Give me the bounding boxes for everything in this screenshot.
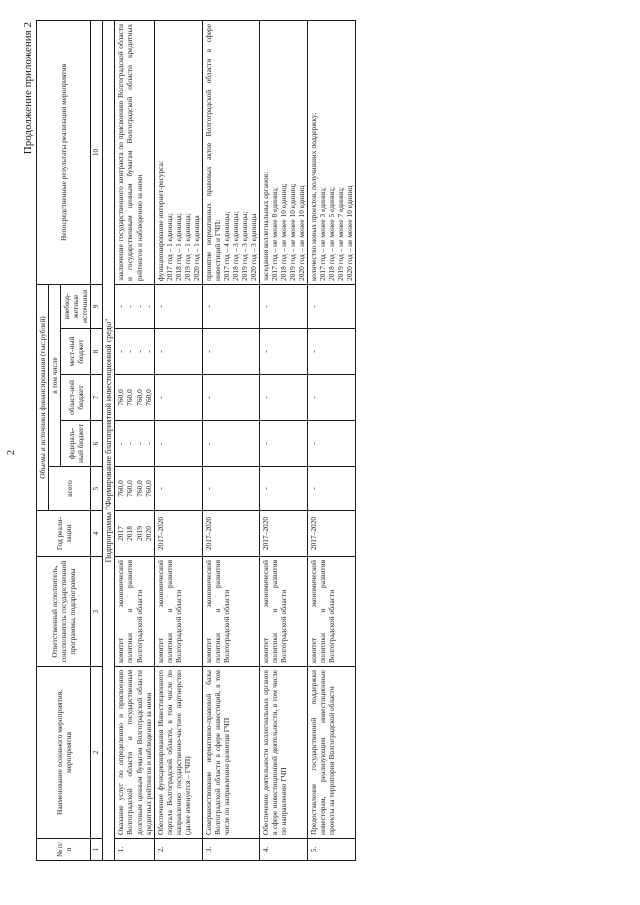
funding-federal: - bbox=[125, 442, 135, 445]
funding-federal-cell bbox=[259, 421, 307, 467]
header-federal: федераль-ный бюджет bbox=[61, 421, 91, 467]
col-num: 3 bbox=[91, 557, 103, 667]
table-body bbox=[102, 20, 356, 860]
responsible-executor: комитет экономической политики и развития Волгоградской области bbox=[154, 557, 202, 667]
result-line: заседания коллегиальных органов: bbox=[260, 171, 270, 281]
result-line: заключение государственного контракта по присвоению Волгоградской области и государственным ценным бумагам Волгоградской области кредитных рейтингов и наблюдению за ними bbox=[116, 23, 144, 281]
direct-results bbox=[154, 20, 202, 284]
result-line: 2018 год – не менее 10 единиц; bbox=[278, 183, 288, 281]
implementation-year: 2017 bbox=[116, 526, 126, 541]
activity-name: Совершенствование нормативно-правовой базы Волгоградской области в сфере инвестиций, в том числе по направлению развития ГЧП bbox=[202, 667, 259, 839]
funding-total-cell bbox=[154, 467, 202, 511]
funding-total-cell bbox=[308, 467, 356, 511]
funding-regional: 760,0 bbox=[125, 389, 135, 406]
direct-results bbox=[202, 20, 259, 284]
funding-regional: 760,0 bbox=[143, 389, 153, 406]
funding-offbudget-cell bbox=[259, 284, 307, 328]
direct-results bbox=[308, 20, 356, 284]
funding-local: - bbox=[203, 350, 213, 353]
col-num: 6 bbox=[91, 421, 103, 467]
funding-offbudget: - bbox=[260, 305, 270, 308]
result-line: 2018 год – 1 единица; bbox=[173, 213, 183, 281]
funding-total-cell bbox=[202, 467, 259, 511]
activity-name: Оказание услуг по определению и присвоению Волгоградской области и государственным долговым ценным бумагам Волгоградской области кредитных рейтингов и наблюдению за ними bbox=[115, 667, 154, 839]
funding-total-cell bbox=[115, 467, 154, 511]
row-number: 4. bbox=[259, 839, 307, 861]
result-line: 2017 год – не менее 8 единиц; bbox=[269, 187, 279, 281]
funding-offbudget-cell bbox=[308, 284, 356, 328]
header-year: Год реали-зации bbox=[37, 511, 91, 557]
activity-name: Обеспечение функционирования Инвестиционного портала Волгоградской области, в том числе по направлению государственно-частное партнерство (далее именуется – ГЧП) bbox=[154, 667, 202, 839]
table-row bbox=[154, 20, 202, 860]
funding-local-cell bbox=[308, 329, 356, 375]
funding-local: - bbox=[125, 350, 135, 353]
funding-total: 760,0 bbox=[125, 480, 135, 497]
page-number: 2 bbox=[6, 450, 17, 455]
appendix-label: Продолжение приложения 2 bbox=[22, 22, 34, 155]
col-num: 7 bbox=[91, 375, 103, 421]
result-line: 2017 год – 1 единица; bbox=[164, 213, 174, 281]
header-responsible: Ответственный исполнитель, соисполнитель государственной программы, подпрограммы bbox=[37, 557, 91, 667]
col-num: 8 bbox=[91, 329, 103, 375]
result-line: 2020 год – не менее 10 единиц bbox=[345, 185, 355, 281]
result-line: количество новых проектов, получивших поддержку: bbox=[309, 112, 319, 281]
funding-offbudget: - bbox=[116, 305, 126, 308]
responsible-executor: комитет экономической политики и развития Волгоградской области bbox=[259, 557, 307, 667]
funding-regional: - bbox=[155, 396, 165, 399]
funding-local-cell bbox=[115, 329, 154, 375]
responsible-executor: комитет экономической политики и развития Волгоградской области bbox=[202, 557, 259, 667]
implementation-year: 2018 bbox=[125, 526, 135, 541]
funding-total: - bbox=[203, 487, 213, 490]
direct-results bbox=[115, 20, 154, 284]
implementation-year: 2017–2020 bbox=[155, 516, 165, 551]
header-funding: Объемы и источники финансирования (тыс.рублей) bbox=[37, 284, 49, 510]
table-row bbox=[259, 20, 307, 860]
program-activities-table bbox=[36, 20, 356, 861]
col-num: 9 bbox=[91, 284, 103, 328]
col-num: 4 bbox=[91, 511, 103, 557]
activity-name: Предоставление государственной поддержки инвесторам, реализующим инвестиционные проекты на территории Волгоградской области bbox=[308, 667, 356, 839]
funding-federal-cell bbox=[202, 421, 259, 467]
col-num: 1 bbox=[91, 839, 103, 861]
funding-local: - bbox=[309, 350, 319, 353]
subprogram-title: Подпрограмма "Формирование благоприятной инвестиционной среды" bbox=[102, 20, 115, 860]
funding-federal: - bbox=[155, 442, 165, 445]
header-results: Непосредственные результаты реализации мероприятия bbox=[37, 20, 91, 284]
result-line: 2019 год – не менее 10 единиц; bbox=[288, 183, 297, 281]
implementation-year: 2017–2020 bbox=[260, 516, 270, 551]
funding-total: 760,0 bbox=[143, 480, 153, 497]
result-line: 2020 год – не менее 10 единиц bbox=[297, 185, 307, 281]
row-number: 5. bbox=[308, 839, 356, 861]
result-line: 2019 год – 1 единица; bbox=[182, 213, 192, 281]
subprogram-title-row bbox=[102, 20, 115, 860]
result-line: принятие нормативных правовых актов Волгоградской области в сфере инвестиций и ГЧП: bbox=[203, 23, 222, 281]
row-number: 1. bbox=[115, 839, 154, 861]
funding-total: 760,0 bbox=[134, 480, 144, 497]
funding-total-cell bbox=[259, 467, 307, 511]
header-total: всего bbox=[49, 467, 91, 511]
result-line: функционирование интернет-ресурса: bbox=[155, 161, 165, 281]
funding-total: - bbox=[155, 487, 165, 490]
funding-regional-cell bbox=[154, 375, 202, 421]
table-row bbox=[202, 20, 259, 860]
funding-regional-cell bbox=[308, 375, 356, 421]
funding-regional: - bbox=[260, 396, 270, 399]
row-number: 3. bbox=[202, 839, 259, 861]
implementation-year: 2017–2020 bbox=[309, 516, 319, 551]
funding-offbudget-cell bbox=[115, 284, 154, 328]
funding-offbudget-cell bbox=[202, 284, 259, 328]
result-line: 2018 год – 3 единицы; bbox=[230, 211, 240, 281]
header-no: № п/п bbox=[37, 839, 91, 861]
implementation-year-cell bbox=[115, 511, 154, 557]
implementation-year-cell bbox=[308, 511, 356, 557]
implementation-year: 2017–2020 bbox=[203, 516, 213, 551]
implementation-year-cell bbox=[202, 511, 259, 557]
funding-local: - bbox=[155, 350, 165, 353]
col-num: 5 bbox=[91, 467, 103, 511]
funding-federal: - bbox=[309, 442, 319, 445]
funding-local-cell bbox=[202, 329, 259, 375]
funding-federal: - bbox=[116, 442, 126, 445]
header-regional: област-ной бюджет bbox=[61, 375, 91, 421]
result-line: 2020 год – 3 единицы bbox=[248, 213, 258, 281]
implementation-year-cell bbox=[154, 511, 202, 557]
funding-total: - bbox=[309, 487, 319, 490]
row-number: 2. bbox=[154, 839, 202, 861]
funding-federal-cell bbox=[308, 421, 356, 467]
funding-offbudget: - bbox=[143, 305, 153, 308]
col-num: 10 bbox=[91, 20, 103, 284]
header-local: мест-ный бюджет bbox=[61, 329, 91, 375]
funding-federal: - bbox=[260, 442, 270, 445]
funding-local-cell bbox=[154, 329, 202, 375]
header-row-1 bbox=[37, 20, 49, 860]
funding-federal-cell bbox=[154, 421, 202, 467]
result-line: 2017 год – не менее 3 единиц; bbox=[318, 187, 328, 281]
implementation-year-cell bbox=[259, 511, 307, 557]
responsible-executor: комитет экономической политики и развития Волгоградской области bbox=[115, 557, 154, 667]
funding-federal-cell bbox=[115, 421, 154, 467]
activity-name: Обеспечение деятельности коллегиальных органов в сфере инвестиционной деятельности, в том числе по направлению ГЧП bbox=[259, 667, 307, 839]
funding-total: 760,0 bbox=[116, 480, 126, 497]
funding-local: - bbox=[116, 350, 126, 353]
result-line: 2017 год – 4 единицы; bbox=[221, 211, 231, 281]
header-offbudget: внебюд-жетные источники bbox=[61, 284, 91, 328]
funding-federal: - bbox=[134, 442, 144, 445]
table-row bbox=[115, 20, 154, 860]
funding-offbudget: - bbox=[155, 305, 165, 308]
responsible-executor: комитет экономической политики и развития Волгоградской области bbox=[308, 557, 356, 667]
header-incl: в том числе bbox=[49, 284, 61, 466]
funding-regional-cell bbox=[202, 375, 259, 421]
funding-regional: 760,0 bbox=[116, 389, 126, 406]
result-line: 2019 год – 3 единицы; bbox=[239, 211, 249, 281]
result-line: 2020 год – 1 единица bbox=[191, 215, 201, 281]
direct-results bbox=[259, 20, 307, 284]
funding-total: - bbox=[260, 487, 270, 490]
funding-regional: - bbox=[309, 396, 319, 399]
funding-regional-cell bbox=[259, 375, 307, 421]
funding-offbudget: - bbox=[309, 305, 319, 308]
funding-local-cell bbox=[259, 329, 307, 375]
column-numbers-row bbox=[91, 20, 103, 860]
result-line: 2018 год – не менее 5 единиц; bbox=[327, 187, 337, 281]
funding-regional-cell bbox=[115, 375, 154, 421]
funding-offbudget: - bbox=[125, 305, 135, 308]
funding-offbudget-cell bbox=[154, 284, 202, 328]
table-row bbox=[308, 20, 356, 860]
implementation-year: 2019 bbox=[134, 526, 144, 541]
funding-federal: - bbox=[203, 442, 213, 445]
funding-local: - bbox=[134, 350, 144, 353]
result-line: 2019 год – не менее 7 единиц; bbox=[336, 187, 346, 281]
funding-offbudget: - bbox=[134, 305, 144, 308]
funding-local: - bbox=[260, 350, 270, 353]
implementation-year: 2020 bbox=[143, 526, 153, 541]
funding-offbudget: - bbox=[203, 305, 213, 308]
funding-regional: 760,0 bbox=[134, 389, 144, 406]
funding-local: - bbox=[143, 350, 153, 353]
header-name: Наименование основного мероприятия, мероприятия bbox=[37, 667, 91, 839]
col-num: 2 bbox=[91, 667, 103, 839]
funding-regional: - bbox=[203, 396, 213, 399]
funding-federal: - bbox=[143, 442, 153, 445]
